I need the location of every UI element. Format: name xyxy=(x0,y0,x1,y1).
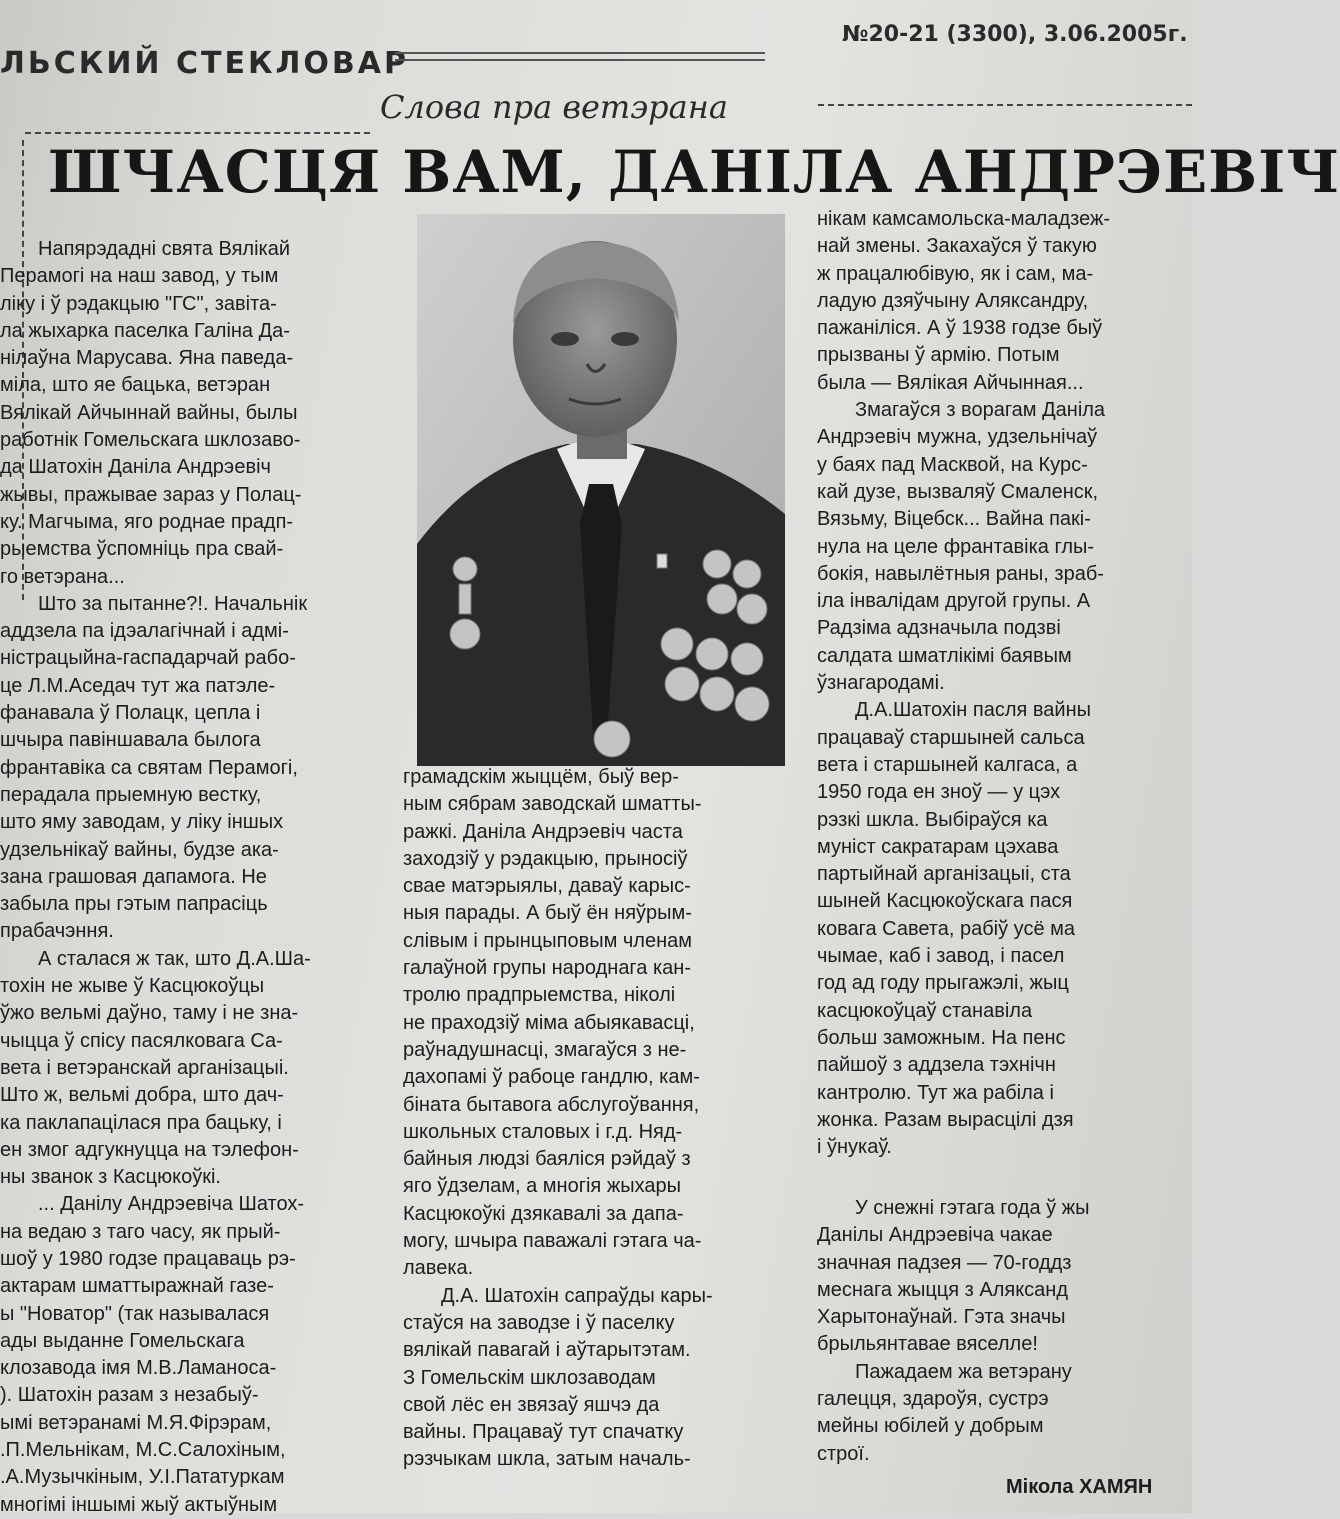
kicker-right-rule xyxy=(818,104,1192,106)
issue-number: №20-21 (3300), 3.06.2005г. xyxy=(842,22,1188,47)
paragraph: Д.А. Шатохін сапраўды кары- стаўся на заводзе і ў паселку вялікай павагай і аўтарытэтам. З Гомельскім шклозаводам свой лёс ен звязаў яшчэ да вайны. Працаваў тут спачатку рэзчыкам шкла, затым началь- xyxy=(403,1284,713,1471)
paragraph: А сталася ж так, што Д.А.Ша- тохін не жыве ў Касцюкоўцы ўжо вельмі даўно, таму і не зна- чыцца ў спісу пасялковага Са- вета і ветэранскай арганізацыі. Што ж, вельмі добра, што дач- ка паклапацілася пра бацьку, і ен змог адгукнуцца на тэлефон- ны званок з Касцюкоўкі. xyxy=(0,947,311,1189)
article-kicker: Слова пра ветэрана xyxy=(380,88,728,126)
paragraph: Д.А.Шатохін пасля вайны працаваў старшыней сальса вета і старшыней калгаса, а 1950 года ен зноў — у цэх рэзкі шкла. Выбіраўся ка муніст сакратарам цэхава партыйнай арганізацыі, ста шыней Касцюкоўскага пася ковага Савета, рабіў усё ма чымае, каб і завод, і пасел год ад году прыгажэлі, жыц касцюкоўцаў станавіла больш заможным. На пенс пайшоў з аддзела тэхнічн кантролю. Тут жа рабіла і жонка. Разам вырасцілі дзя і ўнукаў. xyxy=(817,699,1092,1159)
kicker-left-rule xyxy=(25,132,370,134)
paragraph: нікам камсамольска-маладзеж- най змены. Закахаўся ў такую ж працалюбівую, як і сам, ма- ладую дзяўчыну Аляксандру, пажаніліся. А ў 1938 годзе быў прызваны ў армію. Потым была — Вялікая Айчынная... xyxy=(817,208,1111,394)
masthead-rule xyxy=(395,52,765,61)
paragraph: грамадскім жыццём, быў вер- ным сябрам заводскай шматты- ражкі. Даніла Андрэевіч часта заходзіў у рэдакцыю, прыносіў свае матэрыялы, даваў карыс- ныя парады. А быў ён няўрым- слівым і прынцыповым членам галаўной групы народнага кан- тролю прадпрыемства, ніколі не праходзіў міма абыякавасці, раўнадушнасці, змагаўся з не- дахопамі ў рабоце гандлю, кам- біната бытавога абслугоўвання, школьных сталовых і г.д. Няд- байныя людзі баяліся рэйдаў з яго ўдзелам, а многія жыхары Касцюкоўкі дзякавалі за дапа- могу, шчыра паважалі гэтага ча- лавека. xyxy=(403,766,702,1280)
paragraph: ... Данілу Андрэевіча Шатох- на ведаю з таго часу, як прый- шоў у 1980 годзе працаваць рэ- актарам шматтыражнай газе- ы "Новатор" (так называлася ады выданне Гомельскага клозавода імя М.В.Ламаноса- ). Шатохін разам з незабыў- ымі ветэранамі М.Я.Фірэрам, .П.Мельнікам, М.С.Салохіным, .А.Музычкіным, У.І.Пататуркам многімі іншымі жыў актыўным xyxy=(0,1193,305,1516)
article-headline: ШЧАСЦЯ ВАМ, ДАНІЛА АНДРЭЕВІЧ xyxy=(48,138,1340,206)
article-column-1 xyxy=(0,236,376,1516)
author-signature: Мікола ХАМЯН xyxy=(1006,1476,1153,1498)
paragraph: У снежні гэтага года ў жы Данілы Андрэевіча чакае значная падзея — 70-годдз меснага жыцця з Аляксанд Харытонаўнай. Гэта значы брыльянтавае вяселле! xyxy=(817,1197,1090,1356)
paragraph: Змагаўся з ворагам Даніла Андрэевіч мужна, удзельнічаў у баях пад Масквой, на Курс- кай дузе, вызваляў Смаленск, Вязьму, Віцебск... Вайна пакі- нула на целе франтавіка глы- бокія, навылётныя раны, зраб- іла інвалідам другой групы. А Радзіма адзначыла подзві салдата шматлікімі баявым ўзнагародамі. xyxy=(817,399,1106,695)
paragraph: Што за пытанне?!. Начальнік аддзела па ідэалагічнай і адмі- ністрацыйна-гаспадарчай рабо- це Л.М.Аседач тут жа патэле- фанавала ў Полацк, цепла і шчыра павіншавала былога франтавіка са святам Перамогі, перадала прыемную вестку, што яму заводам, у ліку іншых удзельнікаў вайны, будзе ака- зана грашовая дапамога. Не забыла пры гэтым папрасіць прабачэння. xyxy=(0,592,308,943)
paragraph: Пажадаем жа ветэрану галецця, здароўя, сустрэ мейны юбілей у добрым строї. xyxy=(817,1360,1072,1465)
article-column-3-continued xyxy=(817,1195,1192,1468)
article-column-2 xyxy=(403,764,811,1513)
portrait-illustration xyxy=(417,214,785,766)
veteran-portrait-photo xyxy=(417,214,785,766)
newspaper-masthead: ЛЬСКИЙ СТЕКЛОВАР xyxy=(0,46,409,81)
paragraph: Напярэдадні свята Вялікай Перамогі на наш завод, у тым ліку і ў рэдакцыю "ГС", завіта- ла жыхарка паселка Галіна Да- нілаўна Марусава. Яна паведа- міла, што яе бацька, ветэран Вялікай Айчыннай вайны, былы работнік Гомельскага шклозаво- да Шатохін Даніла Андрэевіч жывы, пражывае зараз у Полац- ку. Магчыма, яго роднае прадп- рыемства ўспомніць пра свай- го ветэрана... xyxy=(0,238,302,588)
